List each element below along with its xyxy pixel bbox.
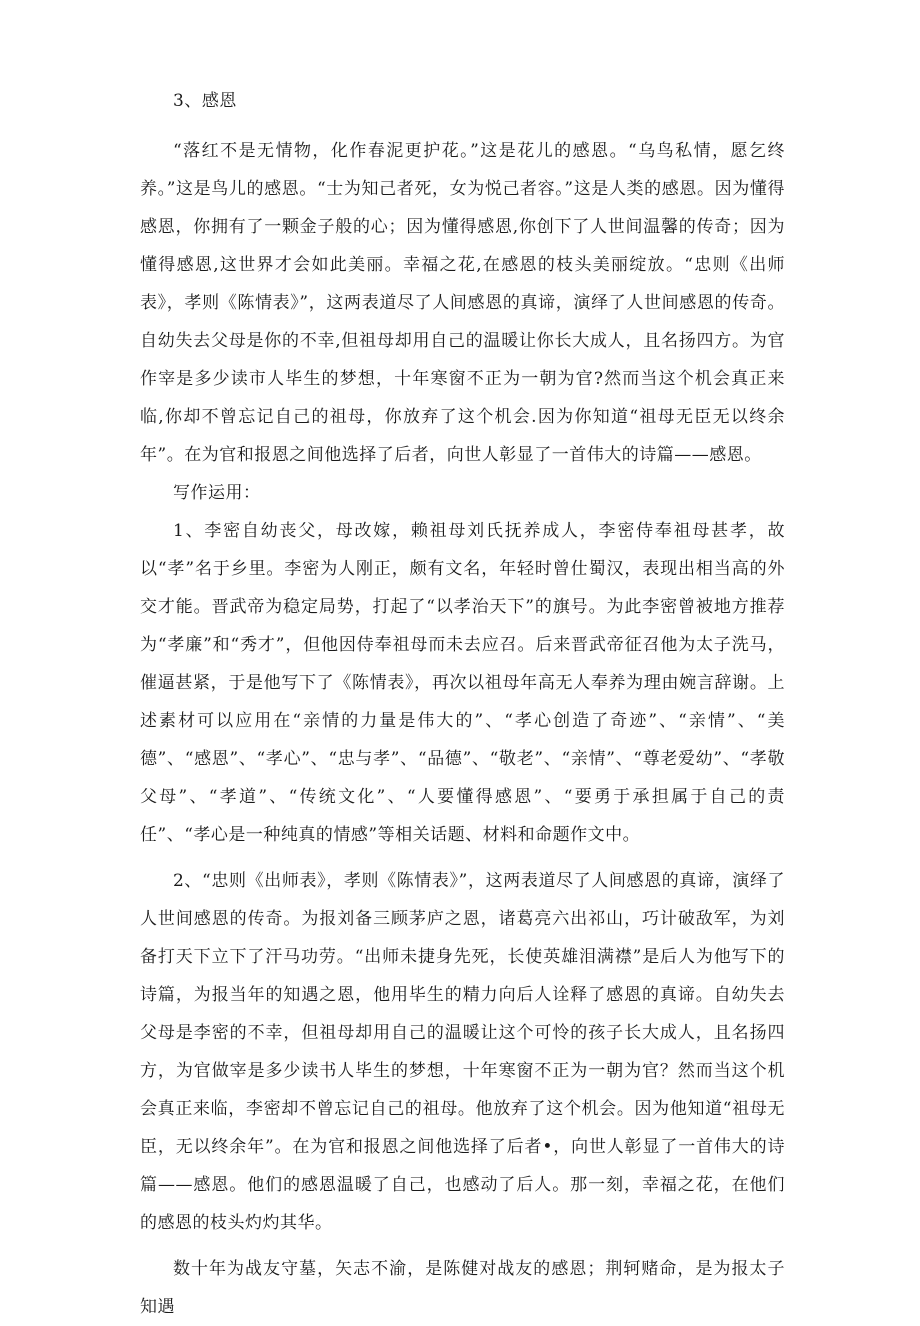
usage-item-3: 数十年为战友守墓，矢志不渝，是陈健对战友的感恩；荆轲赌命，是为报太子知遇	[140, 1259, 785, 1317]
usage-item-2: 2、“忠则《出师表》，孝则《陈情表》”，这两表道尽了人间感恩的真谛，演绎了人世间感恩的传奇。为报刘备三顾茅庐之恩，诸葛亮六出祁山，巧计破敌军，为刘备打天下立下了汗马功劳。“出师未捷身先死，长使英雄泪满襟”是后人为他写下的诗篇，为报当年的知遇之恩，他用毕生的精力向后人诠释了感恩的真谛。自幼失去父母是李密的不幸，但祖母却用自己的温暖让这个可怜的孩子长大成人，且名扬四方，为官做宰是多少读书人毕生的梦想，十年寒窗不正为一朝为官？然而当这个机会真正来临，李密却不曾忘记自己的祖母。他放弃了这个机会。因为他知道“祖母无臣，无以终余年”。在为官和报恩之间他选择了后者•，向世人彰显了一首伟大的诗篇——感恩。他们的感恩温暖了自己，也感动了后人。那一刻，幸福之花，在他们的感恩的枝头灼灼其华。	[140, 871, 785, 1233]
intro-paragraph: “落红不是无情物，化作春泥更护花。”这是花儿的感恩。“乌鸟私情，愿乞终养。”这是鸟儿的感恩。“士为知己者死，女为悦己者容。”这是人类的感恩。因为懂得感恩，你拥有了一颗金子般的心；因为懂得感恩,你创下了人世间温馨的传奇；因为懂得感恩,这世界才会如此美丽。幸福之花,在感恩的枝头美丽绽放。“忠则《出师表》，孝则《陈情表》”，这两表道尽了人间感恩的真谛，演绎了人世间感恩的传奇。自幼失去父母是你的不幸,但祖母却用自己的温暖让你长大成人，且名扬四方。为官作宰是多少读市人毕生的梦想，十年寒窗不正为一朝为官?然而当这个机会真正来临,你却不曾忘记自己的祖母，你放弃了这个机会.因为你知道“祖母无臣无以终余年”。在为官和报恩之间他选择了后者，向世人彰显了一首伟大的诗篇——感恩。	[140, 141, 785, 465]
usage-item-1: 1、李密自幼丧父，母改嫁，赖祖母刘氏抚养成人，李密侍奉祖母甚孝，故以“孝”名于乡里。李密为人刚正，颇有文名，年轻时曾仕蜀汉，表现出相当高的外交才能。晋武帝为稳定局势，打起了“以孝治天下”的旗号。为此李密曾被地方推荐为“孝廉”和“秀才”，但他因侍奉祖母而未去应召。后来晋武帝征召他为太子洗马，催逼甚紧，于是他写下了《陈情表》，再次以祖母年高无人奉养为理由婉言辞谢。上述素材可以应用在“亲情的力量是伟大的”、“孝心创造了奇迹”、“亲情”、“美德”、“感恩”、“孝心”、“忠与孝”、“品德”、“敬老”、“亲情”、“尊老爱幼”、“孝敬父母”、“孝道”、“传统文化”、“人要懂得感恩”、“要勇于承担属于自己的责任”、“孝心是一种纯真的情感”等相关话题、材料和命题作文中。	[140, 521, 785, 845]
writing-usage-label: 写作运用：	[173, 483, 261, 503]
document-page	[140, 78, 785, 1326]
section-heading: 3、感恩	[173, 91, 237, 111]
